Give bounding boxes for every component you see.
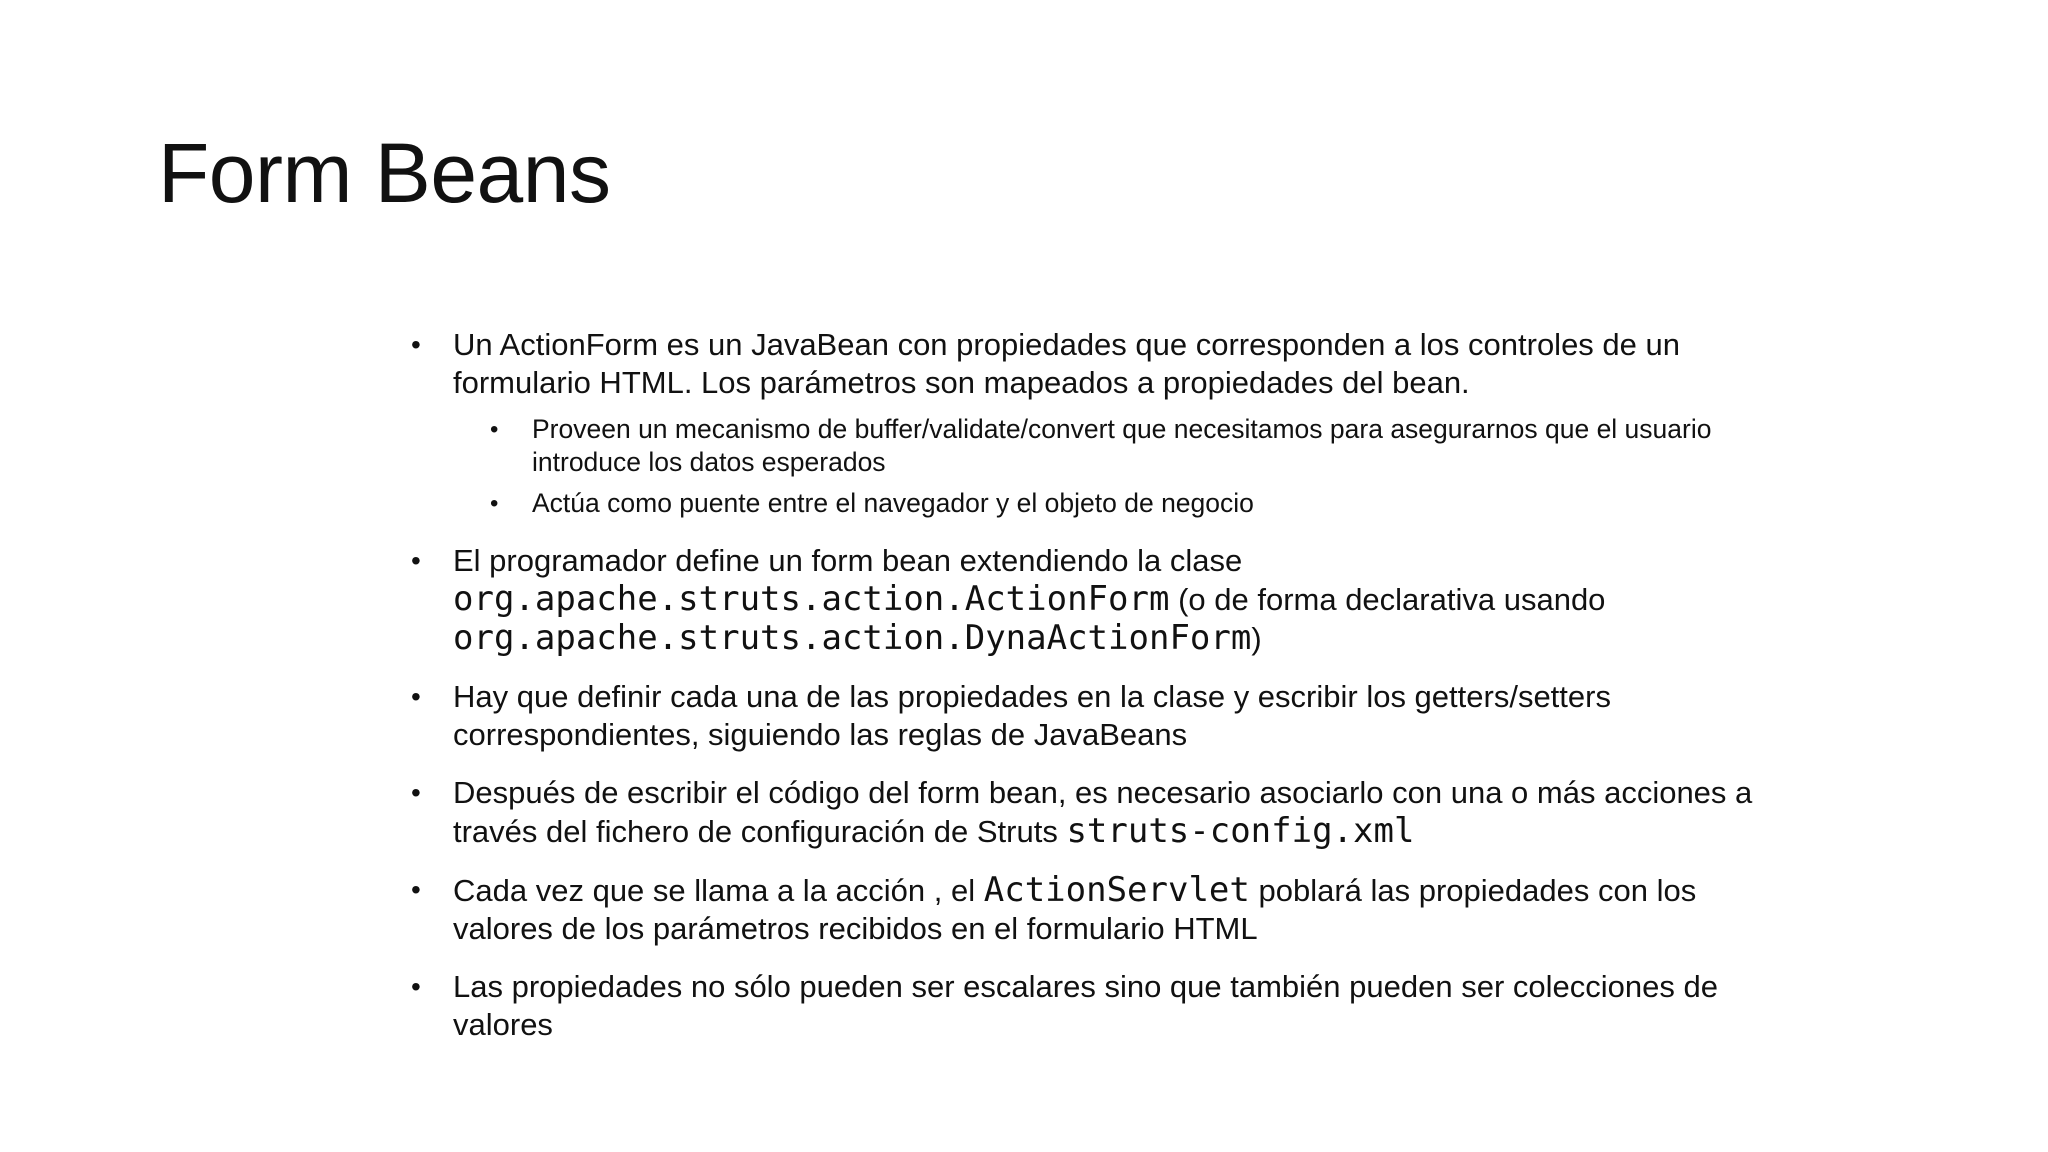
sub-bullet-buffer-mechanism xyxy=(482,413,1765,479)
bullet-text: poblará las propiedades con los valores de los parámetros recibidos en el formulario HTML xyxy=(453,873,1697,946)
code-actionform-class: org.apache.struts.action.ActionForm xyxy=(453,579,1170,619)
sub-bullet-text: Actúa como puente entre el navegador y el objeto de negocio xyxy=(532,488,1254,518)
bullet-programmer-defines xyxy=(405,542,1765,658)
code-struts-config: struts-config.xml xyxy=(1066,811,1415,851)
slide-body xyxy=(405,326,1765,1044)
code-actionservlet: ActionServlet xyxy=(983,870,1250,910)
bullet-text: ) xyxy=(1251,621,1262,656)
bullet-properties-collections xyxy=(405,968,1765,1044)
bullet-actionform-definition xyxy=(405,326,1765,402)
slide-title: Form Beans xyxy=(158,126,611,220)
bullet-text: El programador define un form bean extendiendo la clase xyxy=(453,543,1243,578)
bullet-text: Las propiedades no sólo pueden ser escalares sino que también pueden ser colecciones de valores xyxy=(453,969,1718,1042)
bullet-actionservlet-populates xyxy=(405,871,1765,948)
bullet-associate-actions xyxy=(405,774,1765,851)
sub-bullet-text: Proveen un mecanismo de buffer/validate/convert que necesitamos para asegurarnos que el usuario introduce los datos esperados xyxy=(532,414,1712,477)
bullet-text: (o de forma declarativa usando xyxy=(1169,582,1606,617)
bullet-text: Un ActionForm es un JavaBean con propiedades que corresponden a los controles de un formulario HTML. Los parámetros son mapeados a propiedades del bean. xyxy=(453,327,1680,400)
bullet-text: Cada vez que se llama a la acción , el xyxy=(453,873,984,908)
bullet-text: Hay que definir cada una de las propiedades en la clase y escribir los getters/setters correspondientes, siguiendo las reglas de JavaBeans xyxy=(453,679,1611,752)
code-dynaactionform-class: org.apache.struts.action.DynaActionForm xyxy=(453,618,1252,658)
bullet-define-properties xyxy=(405,678,1765,754)
sub-bullet-bridge xyxy=(482,487,1765,520)
bullet-text: Después de escribir el código del form bean, es necesario asociarlo con una o más acciones a través del fichero de configuración de Struts xyxy=(453,775,1753,849)
